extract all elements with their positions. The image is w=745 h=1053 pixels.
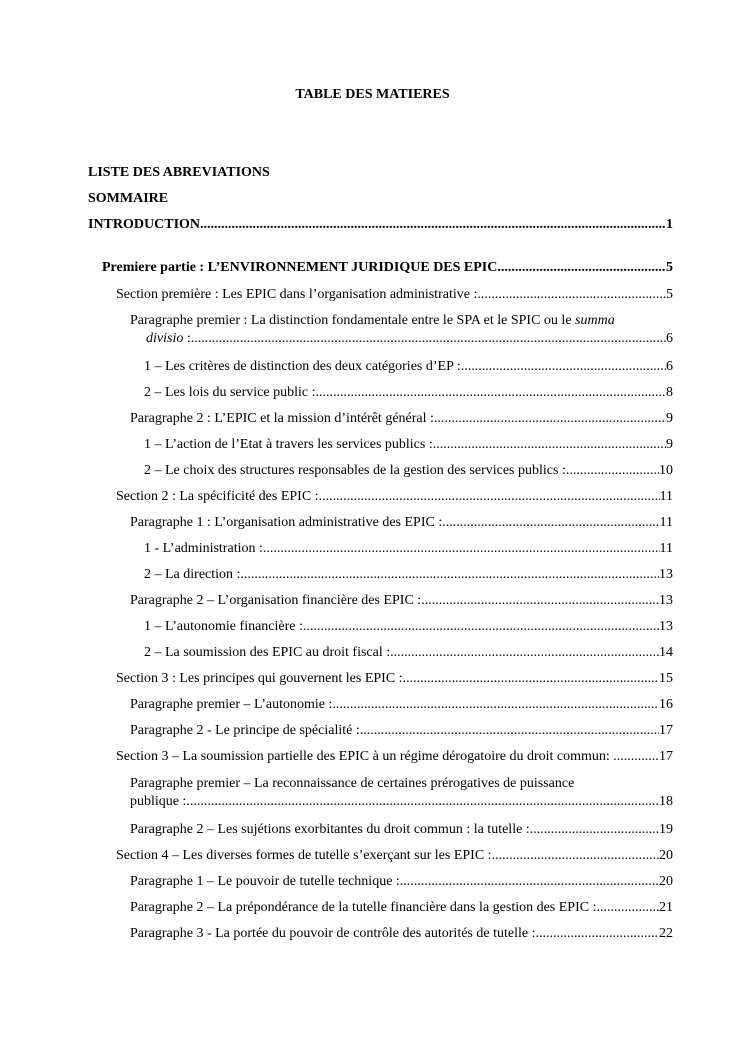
toc-entry-tax-law[interactable] xyxy=(144,644,673,662)
toc-entry-label: 1 – L’action de l’Etat à travers les services publics : xyxy=(144,437,433,452)
toc-page-number: 6 xyxy=(666,359,673,374)
toc-entry-direction[interactable] xyxy=(144,566,673,584)
toc-page-number: 20 xyxy=(659,874,673,889)
toc-page-number: 11 xyxy=(659,489,673,504)
toc-entry-prerogatives[interactable] xyxy=(130,775,673,813)
toc-page-number: 11 xyxy=(659,515,673,530)
toc-entry-introduction[interactable] xyxy=(88,216,673,234)
toc-page-number: 17 xyxy=(659,723,673,738)
toc-page-number: 5 xyxy=(666,287,673,302)
toc-entry-paragraph-summa-divisio[interactable] xyxy=(130,312,673,350)
toc-page-number: 13 xyxy=(659,619,673,634)
toc-entry-label: Paragraphe 1 – Le pouvoir de tutelle technique : xyxy=(130,874,400,889)
page-title: TABLE DES MATIERES xyxy=(295,87,450,102)
toc-entry-paragraph-2-general-interest[interactable] xyxy=(130,410,673,428)
toc-page-number: 9 xyxy=(666,437,673,452)
toc-entry-financial-autonomy[interactable] xyxy=(144,618,673,636)
toc-entry-label: 2 – La soumission des EPIC au droit fiscal : xyxy=(144,645,391,660)
toc-entry-administration[interactable] xyxy=(144,540,673,558)
toc-entry-section-4[interactable] xyxy=(116,847,673,865)
toc-entry-label: Paragraphe 2 - Le principe de spécialité : xyxy=(130,723,360,738)
toc-entry-autonomy[interactable] xyxy=(130,696,673,714)
toc-entry-label-line1: Paragraphe premier – La reconnaissance de certaines prérogatives de puissance xyxy=(130,776,575,791)
toc-entry-label: Section première : Les EPIC dans l’organisation administrative : xyxy=(116,287,478,302)
toc-entry-italic-divisio: divisio xyxy=(146,331,184,346)
toc-page-number: 9 xyxy=(666,411,673,426)
toc-page-number: 17 xyxy=(659,749,673,764)
toc-entry-section-2[interactable] xyxy=(116,488,673,506)
toc-page-number: 21 xyxy=(659,900,673,915)
toc-page-number: 1 xyxy=(666,217,673,232)
toc-entry-label: INTRODUCTION xyxy=(88,217,201,232)
toc-entry-section-3-principles[interactable] xyxy=(116,670,673,688)
toc-entry-label: Section 3 – La soumission partielle des EPIC à un régime dérogatoire du droit commun: . xyxy=(116,749,617,764)
toc-entry-speciality[interactable] xyxy=(130,722,673,740)
toc-entry-label: Paragraphe 2 : L’EPIC et la mission d’intérêt général : xyxy=(130,411,434,426)
toc-entry-structure-choice[interactable] xyxy=(144,462,673,480)
toc-entry-label: 2 – Le choix des structures responsables de la gestion des services publics : xyxy=(144,463,566,478)
heading-abbreviations: LISTE DES ABREVIATIONS xyxy=(88,165,270,180)
toc-page-number: 13 xyxy=(659,567,673,582)
toc-entry-financial-organisation[interactable] xyxy=(130,592,673,610)
toc-entry-financial-oversight[interactable] xyxy=(130,899,673,917)
toc-entry-label: Section 2 : La spécificité des EPIC : xyxy=(116,489,319,504)
toc-entry-public-service-laws[interactable] xyxy=(144,384,673,402)
toc-entry-label: Section 4 – Les diverses formes de tutelle s’exerçant sur les EPIC : xyxy=(116,848,492,863)
toc-entry-administrative-organisation[interactable] xyxy=(130,514,673,532)
toc-page-number: 11 xyxy=(659,541,673,556)
toc-page-number: 18 xyxy=(659,794,673,809)
toc-entry-label: Paragraphe 1 : L’organisation administrative des EPIC : xyxy=(130,515,443,530)
toc-page-number: 15 xyxy=(659,671,673,686)
toc-entry-label: 2 – La direction : xyxy=(144,567,241,582)
toc-page-number: 13 xyxy=(659,593,673,608)
toc-entry-label: Premiere partie : L’ENVIRONNEMENT JURIDIQUE DES EPIC xyxy=(102,260,498,275)
toc-page-number: 10 xyxy=(659,463,673,478)
heading-sommaire: SOMMAIRE xyxy=(88,191,169,206)
toc-entry-label-line1: Paragraphe premier : La distinction fondamentale entre le SPA et le SPIC ou le xyxy=(130,313,572,328)
toc-entry-section-3-derogatory[interactable] xyxy=(116,748,673,766)
toc-entry-subjections[interactable] xyxy=(130,821,673,839)
toc-entry-label: 2 – Les lois du service public : xyxy=(144,385,316,400)
toc-entry-label: Section 3 : Les principes qui gouvernent les EPIC : xyxy=(116,671,403,686)
toc-entry-state-action[interactable] xyxy=(144,436,673,454)
toc-page-number: 19 xyxy=(659,822,673,837)
toc-entry-label: 1 - L’administration : xyxy=(144,541,263,556)
toc-entry-label: Paragraphe 2 – L’organisation financière des EPIC : xyxy=(130,593,422,608)
toc-entry-label: Paragraphe 3 - La portée du pouvoir de contrôle des autorités de tutelle : xyxy=(130,926,536,941)
toc-entry-criteria[interactable] xyxy=(144,358,673,376)
toc-page-number: 16 xyxy=(659,697,673,712)
toc-entry-control-power[interactable] xyxy=(130,925,673,943)
toc-entry-label: Paragraphe 2 – La prépondérance de la tutelle financière dans la gestion des EPIC : xyxy=(130,900,597,915)
toc-page-number: 5 xyxy=(666,260,673,275)
toc-entry-label: Paragraphe premier – L’autonomie : xyxy=(130,697,333,712)
toc-entry-part-1[interactable] xyxy=(102,259,673,277)
toc-entry-italic-summa: summa xyxy=(575,313,615,328)
toc-entry-label-line2: publique : xyxy=(130,794,187,809)
toc-entry-label: Paragraphe 2 – Les sujétions exorbitantes du droit commun : la tutelle : xyxy=(130,822,530,837)
toc-entry-label-line2: : xyxy=(183,331,191,346)
toc-entry-label: 1 – L’autonomie financière : xyxy=(144,619,303,634)
toc-page-number: 20 xyxy=(659,848,673,863)
toc-page-number: 22 xyxy=(659,926,673,941)
toc-page-number: 8 xyxy=(666,385,673,400)
toc-page-number: 6 xyxy=(666,331,673,346)
toc-entry-label: 1 – Les critères de distinction des deux catégories d’EP : xyxy=(144,359,461,374)
toc-page-number: 14 xyxy=(659,645,673,660)
toc-entry-section-1[interactable] xyxy=(116,286,673,304)
toc-entry-technical-oversight[interactable] xyxy=(130,873,673,891)
